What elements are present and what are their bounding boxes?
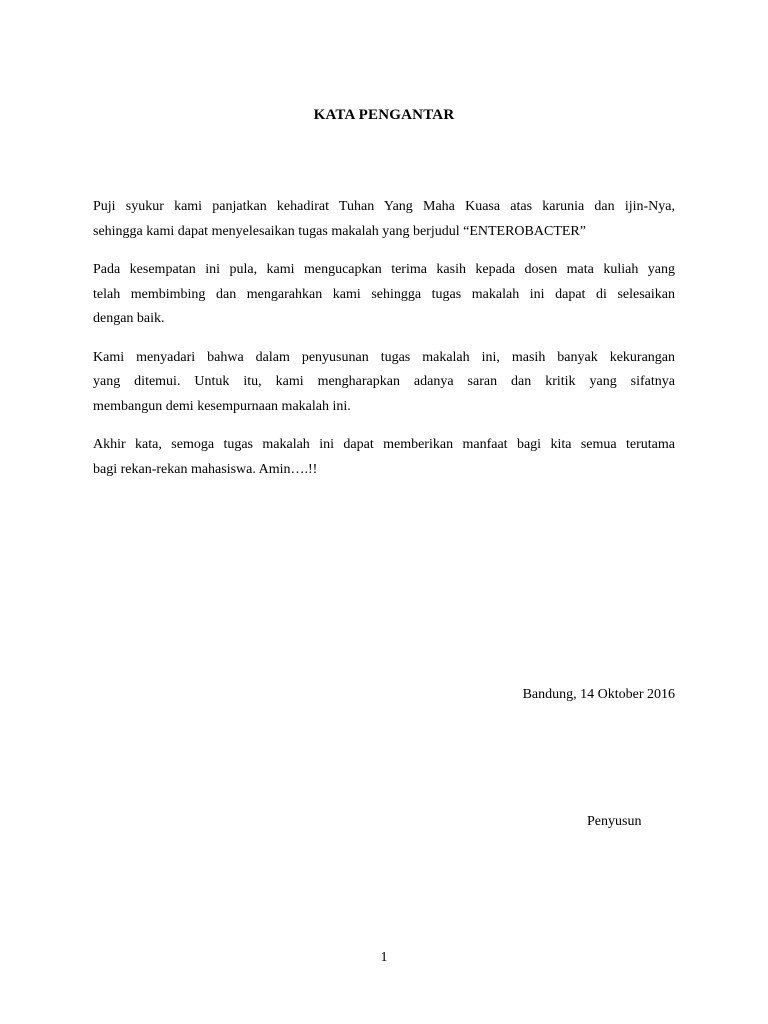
paragraph-line: bagi rekan-rekan mahasiswa. Amin….!! xyxy=(93,461,318,477)
paragraph-line: telah membimbing dan mengarahkan kami sehingga tugas makalah ini dapat di selesaikan xyxy=(93,286,675,302)
signer-label: Penyusun xyxy=(587,814,642,829)
paragraph-line: sehingga kami dapat menyelesaikan tugas makalah yang berjudul “ENTEROBACTER” xyxy=(93,223,586,239)
page-number: 1 xyxy=(380,950,388,965)
paragraph-1 xyxy=(93,195,675,244)
paragraph-line: yang ditemui. Untuk itu, kami mengharapkan adanya saran dan kritik yang sifatnya xyxy=(93,374,675,389)
paragraph-line: membangun demi kesempurnaan makalah ini. xyxy=(93,398,351,414)
paragraph-4 xyxy=(93,433,675,482)
paragraph-line: dengan baik. xyxy=(93,311,165,326)
place-date: Bandung, 14 Oktober 2016 xyxy=(522,687,675,702)
paragraph-line: Pada kesempatan ini pula, kami mengucapkan terima kasih kepada dosen mata kuliah yang xyxy=(93,262,675,277)
paragraph-line: Puji syukur kami panjatkan kehadirat Tuhan Yang Maha Kuasa atas karunia dan ijin-Nya, xyxy=(93,199,675,214)
paragraph-3 xyxy=(93,346,675,420)
page-title: KATA PENGANTAR xyxy=(313,107,455,123)
paragraph-line: Akhir kata, semoga tugas makalah ini dapat memberikan manfaat bagi kita semua terutama xyxy=(93,437,675,452)
paragraph-line: Kami menyadari bahwa dalam penyusunan tugas makalah ini, masih banyak kekurangan xyxy=(93,349,675,365)
body-text xyxy=(93,195,675,496)
paragraph-2 xyxy=(93,258,675,332)
